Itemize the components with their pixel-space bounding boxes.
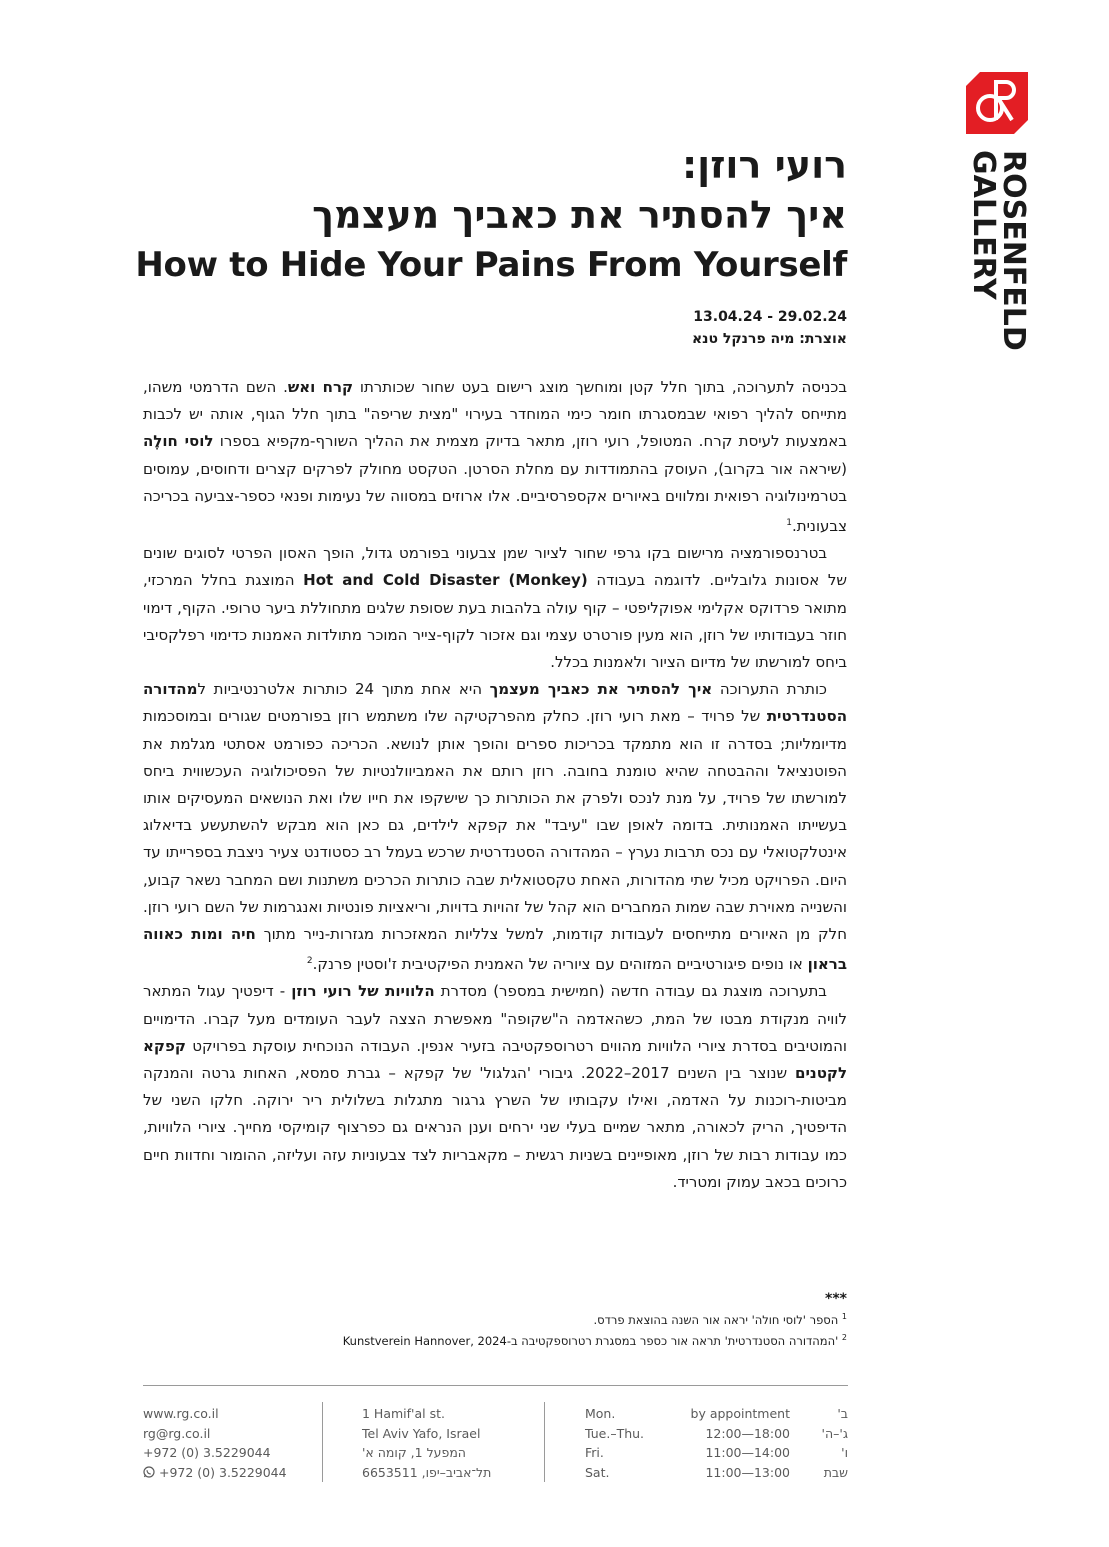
exhibition-dates: 13.04.24 - 29.02.24 [693,309,847,325]
footnote-ref-1: 1 [786,518,792,529]
whatsapp-icon [143,1466,155,1478]
paragraph-2: בטרנספורמציה מרישום בקו גרפי שחור לציור שמן צבעוני בפורמט גדול, הופך האסון הפרטי לסוגים שונים של אסונות גלובליים. לדוגמה בעבודה Hot and Cold Disaster (Monkey) המוצגת בחלל המרכזי, מתואר פרדוקס אקלימי אפוקליפטי – קוף עולה בלהבות בעת שסופת שלגים מתחוללת ביער טרופי. הקוף, דימוי חוזר בעבודותיו של רוזן, הוא מעין פורטרט עצמי וגם אזכור לקוף-צייר המוכר מתולדות האמנות כדימוי רפלקסיבי ביחס למורשתו של מדיום הציור ולאמנות בכלל. [143,544,848,672]
title-hebrew-line2: איך להסתיר את כאביך מעצמך [312,193,847,237]
gallery-logo [966,72,1028,134]
paragraph-1: בכניסה לתערוכה, בתוך חלל קטן ומוחשך מוצג רישום בעט שחור שכותרתו קרח ואש. השם הדרמטי משהו, מתייחס להליך רפואי שבמסגרתו חומר כימי המוחדר בעירוי "מצית שריפה" בתוך חלל הגוף, אותה יש לכבות באמצעות לעיסת קרח. המטופל, רועי רוזן, מתאר בדיוק מצמית את ההליך השורף-מקפיא בספרו לוסי חולֶה (שיראה אור בקרוב), העוסק בהתמודדות עם מחלת הסרטן. הטקסט מחולק לפרקים קצרים ודחוסים, עמוסים בטרמינולוגיה רפואית ומלווים באיורים אקספרסיביים. אלו ארוזים במסווה של נעימות ופנאי כספר-צביעה בכריכה צבעונית.$^1$ [143,378,847,536]
title-english: How to Hide Your Pains From Yourself [135,245,847,285]
email-link[interactable]: rg@rg.co.il [143,1425,211,1441]
article-body [143,374,847,1196]
footer-column-divider [544,1402,545,1482]
footnote-separator: *** [825,1291,847,1307]
footer-opening-times: by appointment 12:00—18:00 11:00—14:00 11:00—13:00 [690,1406,790,1480]
gallery-name-vertical [958,148,1038,358]
gallery-name-line1: ROSENFELD [996,150,1031,351]
paragraph-3: כותרת התערוכה איך להסתיר את כאביך מעצמך היא אחת מתוך 24 כותרות אלטרנטיביות למהדורה הסטנדרטית של פרויד – מאת רועי רוזן. כחלק מהפרקטיקה שלו משתמש רוזן בפורמטים שגורים ובמוסכמות מדיומליות; בסדרה זו הוא מתמקד בכריכות ספרים והופך אותן לנושא. הכריכה כפורמט אסתטי מגלמת את הפוטנציאל וההבטחה שהיא טומנת בחובה. רוזן רותם את האמביוולנטיות של הפסיכולוגיה העכשווית ביחס למורשתו של פרויד, על מנת לנכס ולפרק את הכותרות כך שישקפו את חייו שלו ואת הנושאים המעסיקים אותו בעשייתו האמנותית. בדומה לאופן שבו "עיבד" את קפקא לילדים, גם כאן הוא מבקש להשתעשע בדיאלוג אינטלקטואלי עם נכס תרבות נערץ – המהדורה הסטנדרטית שרכש בעמל רב כסטודנט צעיר ניצבת בספרייתו עד היום. הפרויקט מכיל שתי מהדורות, האחת טקסטואלית שבה כותרות הכרכים משתנות ושם המחבר נשאר קבוע, והשנייה מאוירת שבה שמות המחברים הוא קהל של זהויות בדויות, וריאציות פונטיות ואנגרמות של השם רועי רוזן. חלק מן האיורים מתייחסים לעבודות קודמות, למשל צלליות המאזכרות מגזרות-נייר מתוך חיה ומות כאווה בראון או נופים פיגורטיביים המזוהים עם ציוריה של האמנית הפיקטיבית ז'וסטין פרנק.$^2$ [143,680,848,974]
footer-column-divider [322,1402,323,1482]
footnote-2: $^2$ 'המהדורה הסטנדרטית' תראה אור כספר במסגרת רטרוספקטיבה ב-Kunstverein Hannover, 2024 [342,1332,847,1348]
footnote-ref-2: 2 [306,956,313,967]
footer-opening-days-hebrew: ב' ג'–ה' ו' שבת [821,1406,848,1480]
footnote-1: $^1$ הספר 'לוסי חולה' יראה אור השנה בהוצאת פרדס. [593,1312,847,1327]
title-block [87,140,847,290]
website-link[interactable]: www.rg.co.il [143,1406,219,1421]
footer-address: 1 Hamif'al st. Tel Aviv Yafo, Israel המפעל 1, קומה א' תל־אביב–יפו, 6653511 [362,1406,492,1480]
footnotes [143,1290,847,1350]
footer-divider [143,1385,848,1386]
footer-opening-days: Mon. Tue.–Thu. Fri. Sat. [585,1406,645,1480]
exhibition-meta [347,306,847,350]
whatsapp-number[interactable]: +972 (0) 3.5229044 [143,1463,313,1483]
paragraph-4: בתערוכה מוצגת גם עבודה חדשה (חמישית במספר) מסדרת הלוויות של רועי רוזן - דיפטיך עגול המתאר לוויה מנקודת מבטו של המת, כשהאדמה ה"שקופה" מאפשרת הצצה לעבר העומדים מעל קברו. הדימויים והמוטיבים בסדרת ציורי הלוויות מהווים רטרוספקטיבה בזעיר אנפין. העבודה הנוכחית עוסקת בפרויקט קפקא לקטנים שנוצר בין השנים 2017–2022. גיבורי 'הגלגול' של קפקא – גברת סמסא, האחות גרטה והמנקה מביטות-רוכנות על האדמה, ואילו עקבותיו של השרץ גרגור מתגלות בשלולית ריר ירוקה. חלקו השני של הדיפטיך, הריק לכאורה, מתאר שמיים בעלי שני ירחים וענן הנראים גם כפרצוף קומיקסי מחייך. ציורי הלוויות, כמו עבודות רבות של רוזן, מאופיינים בשניות רגשית – מקאבריות לצד צבעוניות עזה ועליזה, ההומור וחדוות חיים כרוכים בכאב עמוק ומטריד. [143,982,848,1191]
gallery-name-line2: GALLERY [966,150,1001,300]
footer-contact [143,1404,313,1482]
curator-line: אוצרת: מיה פרנקל טנא [691,331,847,347]
phone-number[interactable]: +972 (0) 3.5229044 [143,1445,271,1460]
title-hebrew-line1: רועי רוזן: [681,143,847,187]
